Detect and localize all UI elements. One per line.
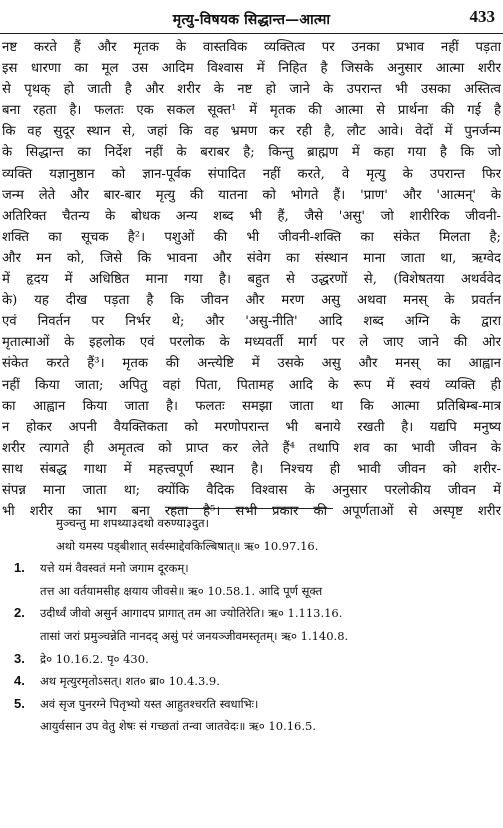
header-rule — [0, 33, 503, 34]
footnote-text: अवं सृज पुनरग्ने पितृभ्यो यस्त आहुतश्चरति स्वधाभिः। — [40, 696, 259, 711]
page-number: 433 — [469, 7, 495, 26]
text-line: न होकर अपनी वैयक्तिकता को मरणोपरान्त भी बनाये रखती है। यद्यपि मनुष्य — [2, 419, 501, 435]
text-line: मृतात्माओं के इहलोक एवं परलोक के मध्यवर्ती मार्ग पर ले जाए जाने की ओर — [2, 335, 501, 351]
text-line: और मन को, जिसे कि भावना और संवेग का संस्थान माना जाता था, ऋग्वेद — [2, 250, 501, 266]
footnote-number: 1. — [14, 560, 25, 576]
footnote-text: तत्त आ वर्तयामसीह क्षयाय जीवसे॥ ऋ० 10.58.1. आदि पूर्ण सूक्त — [40, 583, 323, 598]
text-line: के) यह दीख पड़ता है कि जीवन और मरण असु अथवा मनस् के प्रवर्तन — [2, 293, 501, 309]
text-line: एवं निवर्तन पर निर्भर थे; और 'असु-नीति' आदि शब्द अग्नि के द्वारा — [2, 314, 501, 330]
footnote-text: आयुर्वसान उप वेतु शेषः सं गच्छतां तन्वा जातवेदः॥ ऋ० 10.16.5. — [40, 719, 316, 734]
text-line: इस धारणा का मूल उस आदिम विश्वास में निहित है जिसके अनुसार आत्मा शरीर — [2, 61, 501, 77]
footnote-text: अथ मृत्युरमृतोऽसत्। शत० ब्रा० 10.4.3.9. — [40, 674, 220, 689]
text-line: शक्ति का सूचक है²। पशुओं की भी जीवनी-शक्ति का संकेत मिलता है; — [2, 229, 501, 245]
footnote-number: 3. — [14, 650, 25, 666]
text-line: नहीं किया जाता; अपितु वहां पिता, पितामह आदि के रूप में स्वयं व्यक्ति ही — [2, 377, 501, 393]
text-line: बना रहता है। फलतः एक सकल सूक्त¹ में मृतक की आत्मा से प्रार्थना की गई है — [2, 103, 501, 119]
footnote-number: 5. — [14, 695, 25, 711]
footnote-line — [0, 715, 503, 738]
footnote-line — [0, 648, 503, 671]
text-line: व्यक्ति यज्ञानुष्ठान को ज्ञान-पूर्वक संपादित नहीं करते, वे मृत्यु के उपरान्त फिर — [2, 166, 501, 182]
footnote-text: तासां जरां प्रमुञ्चन्नेति नानदद् असुं परं जनयञ्जीवमस्तृतम्। ऋ० 1.140.8. — [40, 628, 349, 643]
text-line: का आह्वान किया जाता है। फलतः समझा जाता था कि आत्मा प्रतिबिम्ब-मात्र — [2, 398, 501, 414]
footnote-line — [0, 580, 503, 603]
text-line: शरीर त्यागते ही अमृतत्व को प्राप्त कर लेते हैं⁴ तथापि शव का भावी जीवन के — [2, 440, 501, 456]
footnote-text: अथो यमस्य पड्बीशात् सर्वस्माद्देवकिल्बिषात्॥ ऋ० 10.97.16. — [56, 538, 319, 553]
footnote-line — [0, 693, 503, 716]
footnote-number: 2. — [14, 605, 25, 621]
footnote-line — [0, 557, 503, 580]
text-line: कि वह सुदूर स्थान से, जहां कि वह भ्रमण कर रही है, लौट आवे। वेदों में पुनर्जन्म — [2, 124, 501, 140]
chapter-title: मृत्यु-विषयक सिद्धान्त—आत्मा — [172, 12, 331, 28]
text-line: में हृदय में अधिष्ठित माना गया है। बहुत से उद्धरणों से, (विशेषतया अथर्ववेद — [2, 272, 501, 288]
text-line: जन्म लेते और बार-बार मृत्यु की यातना को भोगते हैं। 'प्राण' और 'आत्मन्' के — [2, 187, 501, 203]
footnote-text: उदीर्ध्वं जीवो असुर्न आगादप प्रागात् तम आ ज्योतिरेति। ऋ० 1.113.16. — [40, 606, 343, 621]
footnotes — [0, 512, 503, 738]
footnote-line — [0, 512, 503, 535]
text-line: से पृथक् हो जाती है और शरीर के नष्ट हो जाने के उपरान्त भी उसका अस्तित्व — [2, 82, 501, 98]
text-line: संपन्न माना जाता था; क्योंकि वैदिक विश्वास के अनुसार परलोकीय जीवन में — [2, 482, 501, 498]
footnote-text: यत्ते यमं वैवस्वतं मनो जगाम दूरकम्। — [40, 561, 189, 576]
footnote-text: मुञ्चन्तु मा शपथ्या३दथो वरुण्या३दुत। — [56, 516, 209, 530]
body-text — [2, 37, 501, 522]
text-line: संकेत करते हैं³। मृतक की अन्त्येष्टि में उसके असु और मनस् का आह्वान — [2, 356, 501, 372]
footnote-text: द्रे० 10.16.2. पृ० 430. — [40, 651, 149, 666]
running-header — [0, 0, 503, 36]
text-line: नष्ट करते हैं और मृतक के वास्तविक व्यक्तित्व पर उनका प्रभाव नहीं पड़ता — [2, 40, 501, 55]
footnote-line — [0, 535, 503, 558]
footnote-separator — [168, 508, 333, 509]
text-line: के सिद्धान्त का निर्देश नहीं के बराबर है; किन्तु ब्राह्मण में कहा गया है कि जो — [2, 145, 501, 161]
text-line: भी शरीर का भाग बना रहता है⁵। सभी प्रकार की अपूर्णताओं से अस्पृष्ट शरीर — [2, 504, 501, 520]
footnote-line — [0, 625, 503, 648]
text-line: साथ संबद्ध गाथा में महत्त्वपूर्ण स्थान है। निश्चय ही भावी जीवन को शरीर- — [2, 461, 501, 477]
footnote-line — [0, 670, 503, 693]
footnote-line — [0, 602, 503, 625]
footnote-number: 4. — [14, 673, 25, 689]
text-line: अतिरिक्त चैतन्य के बोधक अन्य शब्द भी हैं, जैसे 'असु' जो शारीरिक जीवनी- — [2, 208, 501, 224]
